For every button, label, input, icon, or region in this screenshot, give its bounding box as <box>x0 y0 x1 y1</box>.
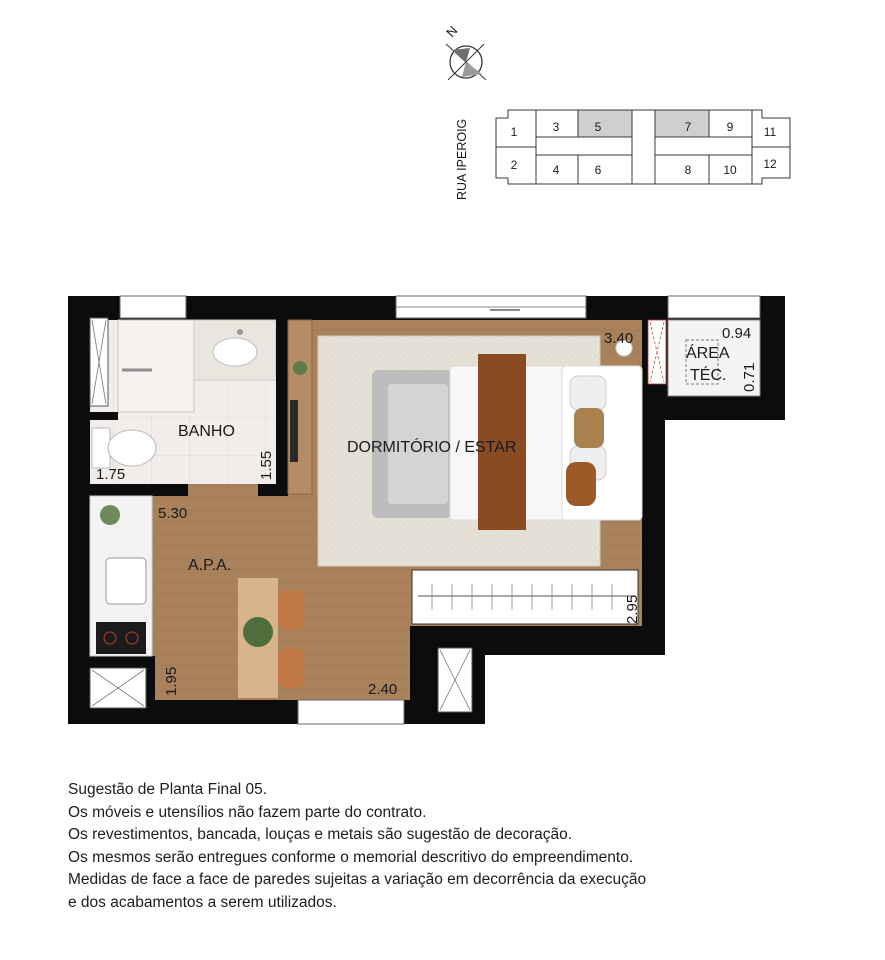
dim-dormitorio-depth: 2.95 <box>624 594 641 624</box>
key-unit-12: 12 <box>763 157 777 171</box>
shaft-bottom-left <box>90 668 146 708</box>
room-banho: BANHO <box>178 423 235 440</box>
key-unit-5: 5 <box>594 120 602 134</box>
key-unit-3: 3 <box>552 120 560 134</box>
compass-needle-icon <box>452 48 470 62</box>
sink-icon <box>213 338 257 366</box>
dim-tec-depth: 0.71 <box>741 362 758 392</box>
dim-apa-length: 5.30 <box>158 505 188 522</box>
shower-area <box>118 320 194 412</box>
note-line-3: Os revestimentos, bancada, louças e metais são sugestão de decoração. <box>68 826 573 844</box>
plant-icon <box>100 505 120 525</box>
room-dormitorio: DORMITÓRIO / ESTAR <box>347 439 517 456</box>
dim-dormitorio-width: 3.40 <box>604 330 634 347</box>
key-plan <box>496 110 790 184</box>
window-top-bath <box>120 296 186 318</box>
compass-north-label: N <box>443 22 461 41</box>
window-bottom <box>298 700 404 724</box>
key-unit-11: 11 <box>763 125 777 139</box>
note-line-5: Medidas de face a face de paredes sujeitas a variação em decorrência da execução <box>68 871 647 889</box>
room-area-tec-line1: ÁREA <box>686 345 730 362</box>
dim-tec-width: 0.94 <box>722 325 752 342</box>
key-unit-7-fill <box>655 110 709 137</box>
north-compass <box>443 23 486 80</box>
room-area-tec-line2: TÉC. <box>690 367 727 384</box>
kitchen-sink-icon <box>106 558 146 604</box>
key-plan-labels <box>511 120 777 177</box>
dim-banho-depth: 1.55 <box>258 450 275 480</box>
wardrobe <box>412 570 638 624</box>
note-line-6: e dos acabamentos a serem utilizados. <box>68 893 337 911</box>
dim-banho-width: 1.75 <box>96 466 126 483</box>
room-apa: A.P.A. <box>188 557 232 574</box>
area-tec-window <box>668 296 760 318</box>
key-unit-9: 9 <box>726 120 734 134</box>
note-line-1: Sugestão de Planta Final 05. <box>68 781 268 798</box>
key-unit-8: 8 <box>684 163 692 177</box>
chair-1 <box>278 590 304 630</box>
street-name: RUA IPEROIG <box>455 118 469 200</box>
dim-apa-width-2: 2.40 <box>368 681 398 698</box>
key-unit-10: 10 <box>723 163 737 177</box>
key-unit-2: 2 <box>510 158 518 172</box>
plan-notes <box>68 779 858 915</box>
chair-2 <box>278 648 304 688</box>
shaft-top-left <box>90 318 108 406</box>
key-unit-5-fill <box>578 110 632 137</box>
note-line-4: Os mesmos serão entregues conforme o memorial descritivo do empreendimento. <box>68 848 634 866</box>
key-unit-1: 1 <box>510 125 518 139</box>
shaft-bottom-right <box>438 648 472 712</box>
window-top-bedroom <box>396 296 586 318</box>
key-unit-7: 7 <box>684 120 692 134</box>
key-unit-6: 6 <box>594 163 602 177</box>
toilet-icon <box>92 428 156 468</box>
dim-apa-width: 1.95 <box>163 666 180 696</box>
note-line-2: Os móveis e utensílios não fazem parte do contrato. <box>68 803 427 821</box>
table-plant-icon <box>243 617 273 647</box>
key-unit-4: 4 <box>552 163 560 177</box>
